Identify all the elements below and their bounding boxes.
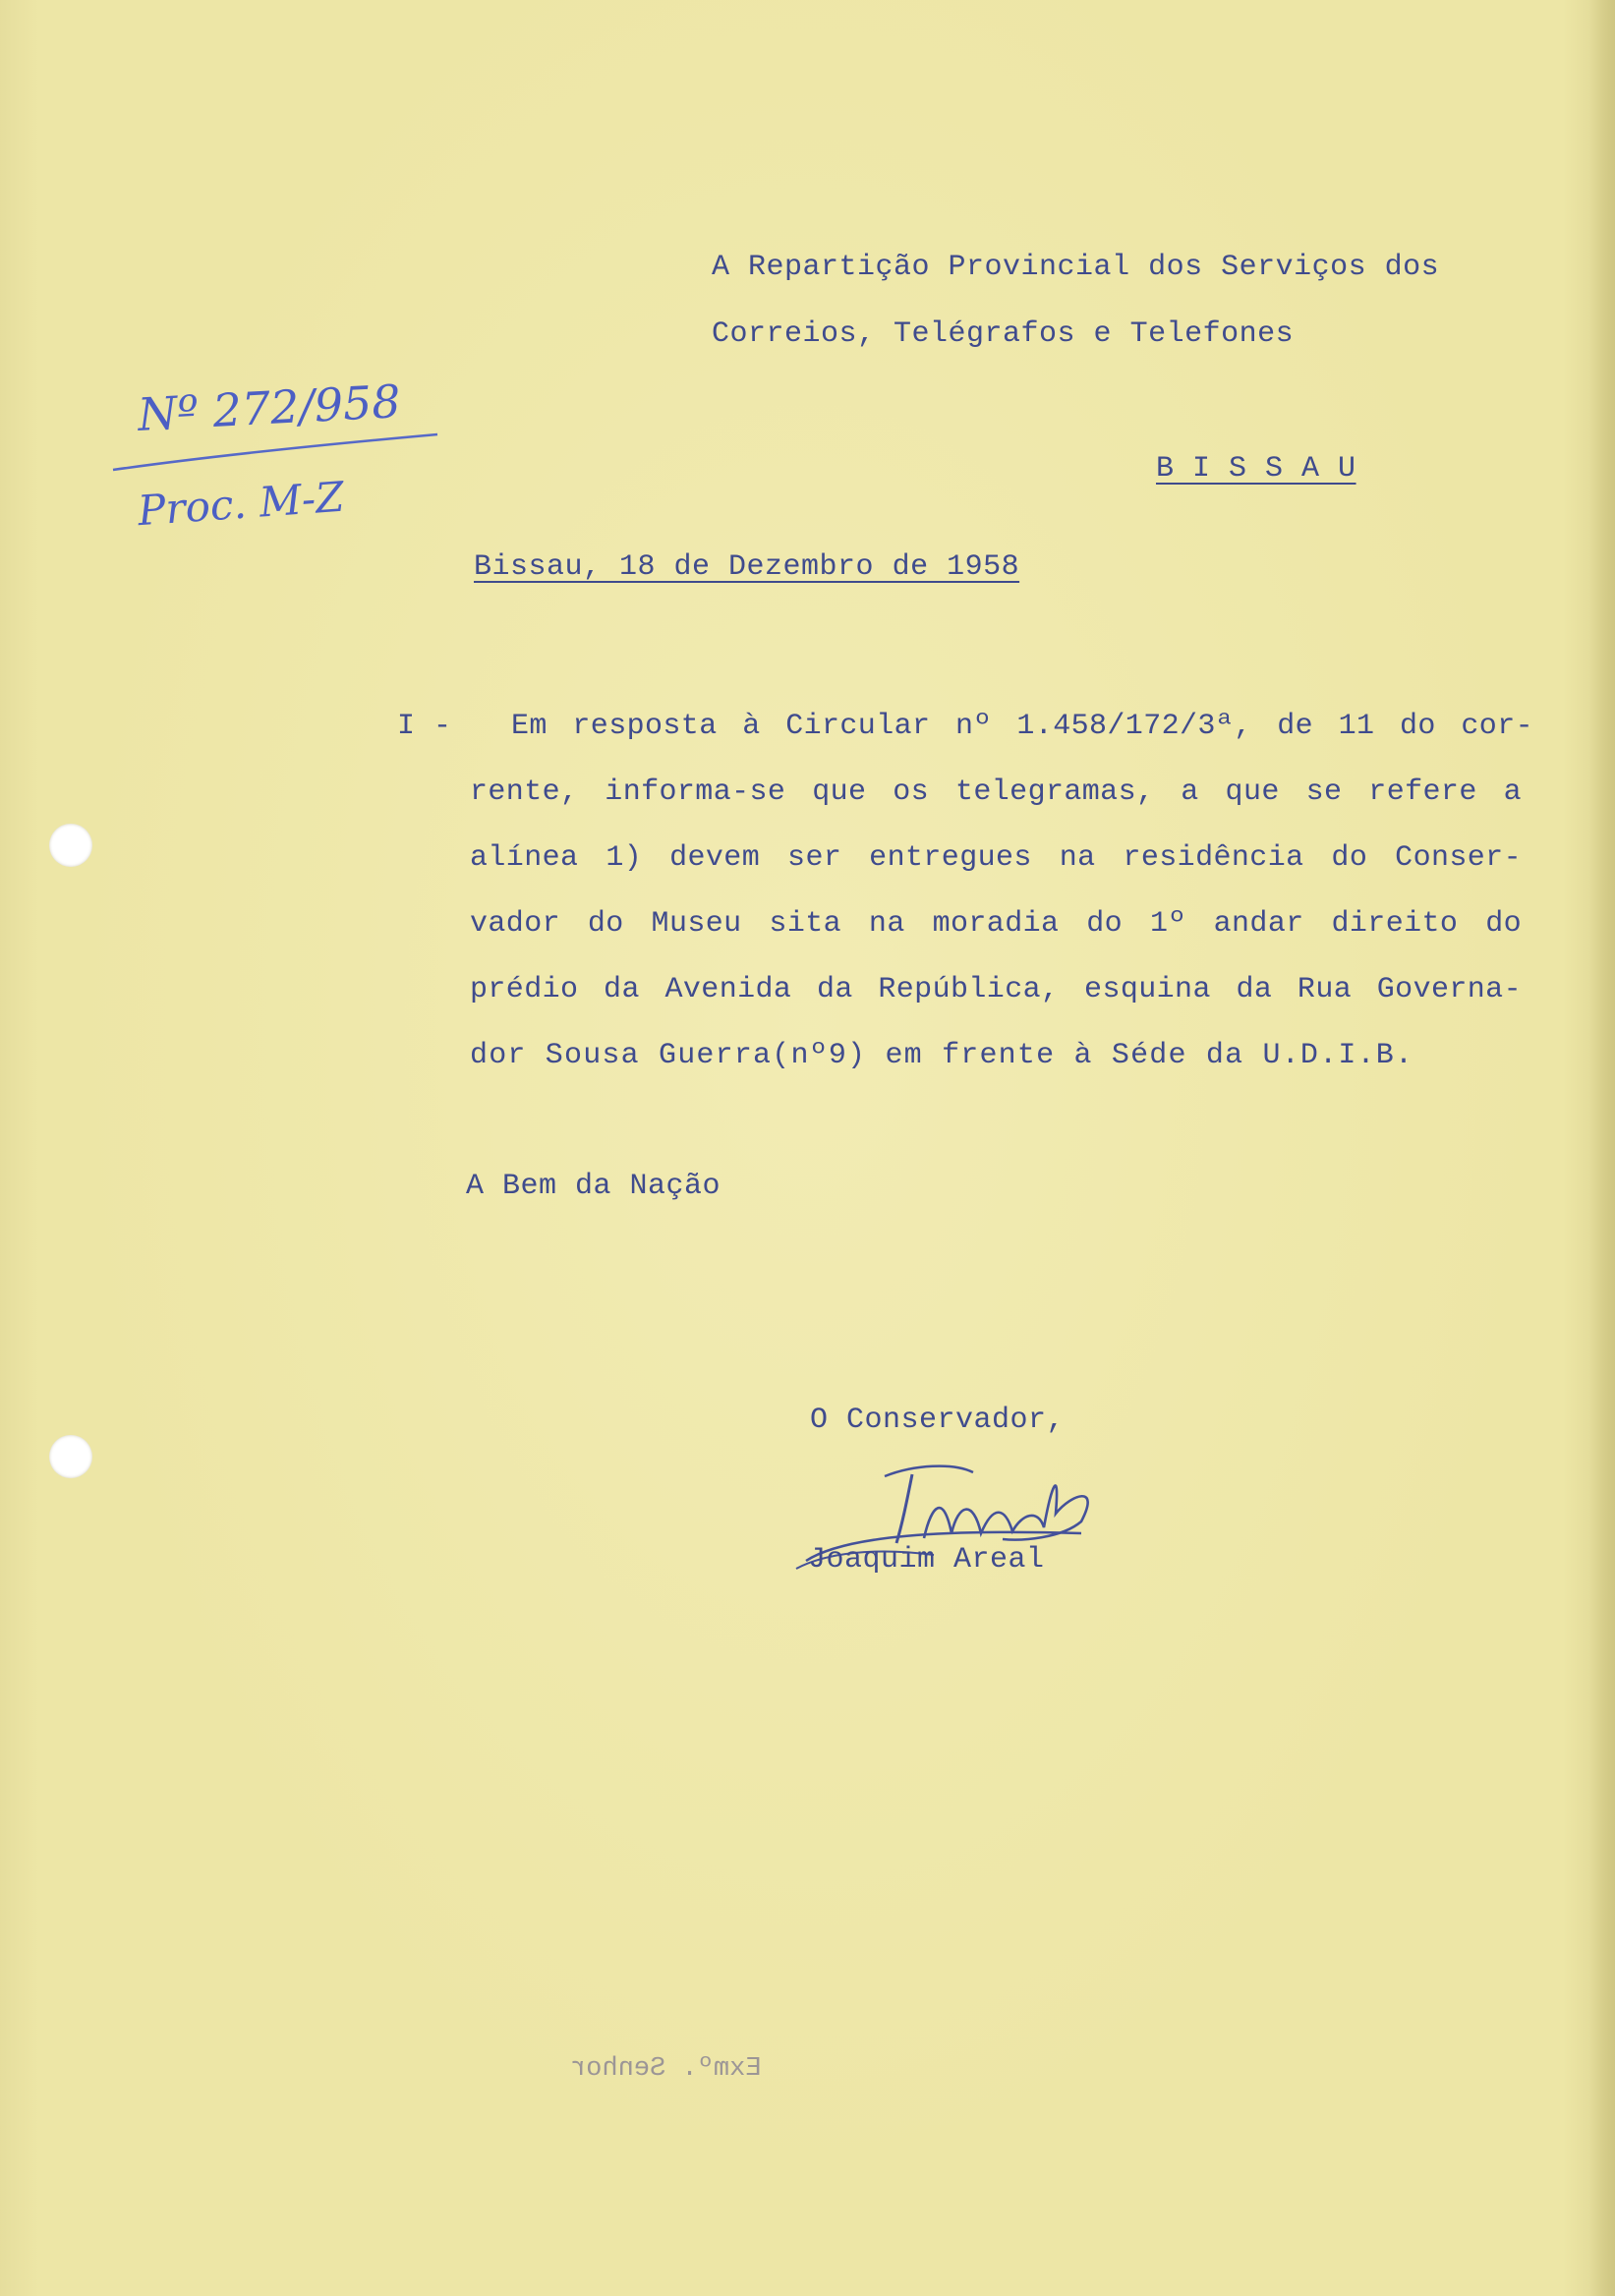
handwritten-process-ref: Proc. M-Z	[136, 472, 346, 536]
body-line-5: prédio da Avenida da República, esquina da Rua Governa-	[470, 973, 1522, 1006]
handwritten-divider-line	[108, 429, 442, 478]
handwritten-reference-number: Nº 272/958	[136, 374, 402, 441]
reverse-side-showthrough-text: Exmº. Senhor	[570, 2054, 762, 2084]
recipient-city: B I S S A U	[1156, 452, 1356, 486]
paragraph-marker: I -	[397, 710, 452, 743]
punch-hole-top	[49, 824, 92, 867]
body-line-3: alínea 1) devem ser entregues na residência do Conser-	[470, 841, 1522, 875]
body-line-4: vador do Museu sita na moradia do 1º andar direito do	[470, 907, 1522, 941]
recipient-line-2: Correios, Telégrafos e Telefones	[712, 317, 1295, 351]
body-line-2: rente, informa-se que os telegramas, a que se refere a	[470, 775, 1522, 809]
body-line-6: dor Sousa Guerra(nº9) em frente à Séde da U.D.I.B.	[470, 1039, 1414, 1072]
body-line-1: Em resposta à Circular nº 1.458/172/3ª, de 11 do cor-	[511, 710, 1533, 743]
signatory-title: O Conservador,	[810, 1404, 1066, 1437]
recipient-line-1: A Repartição Provincial dos Serviços dos	[712, 251, 1440, 284]
date-line: Bissau, 18 de Dezembro de 1958	[474, 550, 1020, 584]
closing-salutation: A Bem da Nação	[466, 1170, 721, 1203]
punch-hole-bottom	[49, 1435, 92, 1478]
paper-edge-shadow	[1589, 0, 1615, 2296]
signatory-name: Joaquim Areal	[808, 1543, 1045, 1577]
